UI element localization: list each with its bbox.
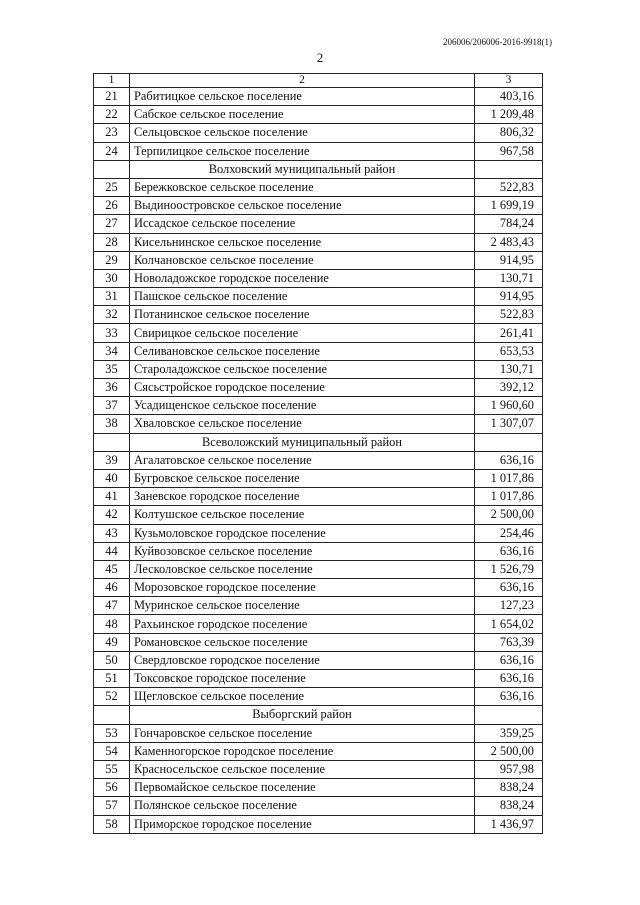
settlement-name: Терпилицкое сельское поселение bbox=[130, 142, 475, 160]
amount-value: 2 500,00 bbox=[475, 742, 543, 760]
row-number: 43 bbox=[94, 524, 130, 542]
amount-value: 522,83 bbox=[475, 306, 543, 324]
amount-value: 653,53 bbox=[475, 342, 543, 360]
table-row bbox=[94, 615, 543, 633]
section-empty-cell bbox=[94, 433, 130, 451]
settlement-name: Усадищенское сельское поселение bbox=[130, 397, 475, 415]
row-number: 48 bbox=[94, 615, 130, 633]
amount-value: 522,83 bbox=[475, 178, 543, 196]
row-number: 46 bbox=[94, 579, 130, 597]
row-number: 26 bbox=[94, 197, 130, 215]
table-row bbox=[94, 142, 543, 160]
settlement-name: Свирицкое сельское поселение bbox=[130, 324, 475, 342]
section-title: Выборгский район bbox=[130, 706, 475, 724]
row-number: 57 bbox=[94, 797, 130, 815]
settlement-name: Рабитицкое сельское поселение bbox=[130, 88, 475, 106]
settlements-table bbox=[93, 73, 543, 834]
table-row bbox=[94, 506, 543, 524]
table-row bbox=[94, 597, 543, 615]
amount-value: 636,16 bbox=[475, 542, 543, 560]
table-row bbox=[94, 779, 543, 797]
row-number: 25 bbox=[94, 178, 130, 196]
table-row bbox=[94, 251, 543, 269]
amount-value: 1 017,86 bbox=[475, 469, 543, 487]
amount-value: 914,95 bbox=[475, 288, 543, 306]
section-empty-cell bbox=[475, 433, 543, 451]
table-row bbox=[94, 397, 543, 415]
amount-value: 806,32 bbox=[475, 124, 543, 142]
row-number: 41 bbox=[94, 488, 130, 506]
table-row bbox=[94, 288, 543, 306]
row-number: 40 bbox=[94, 469, 130, 487]
table-row bbox=[94, 724, 543, 742]
table-header-row bbox=[94, 74, 543, 88]
settlement-name: Селивановское сельское поселение bbox=[130, 342, 475, 360]
row-number: 47 bbox=[94, 597, 130, 615]
amount-value: 1 960,60 bbox=[475, 397, 543, 415]
row-number: 29 bbox=[94, 251, 130, 269]
table-row bbox=[94, 197, 543, 215]
settlement-name: Колчановское сельское поселение bbox=[130, 251, 475, 269]
row-number: 55 bbox=[94, 760, 130, 778]
row-number: 58 bbox=[94, 815, 130, 833]
settlement-name: Морозовское городское поселение bbox=[130, 579, 475, 597]
column-header-2: 2 bbox=[130, 74, 475, 88]
row-number: 39 bbox=[94, 451, 130, 469]
amount-value: 1 017,86 bbox=[475, 488, 543, 506]
table-row bbox=[94, 306, 543, 324]
amount-value: 967,58 bbox=[475, 142, 543, 160]
table-row bbox=[94, 524, 543, 542]
table-row bbox=[94, 651, 543, 669]
amount-value: 261,41 bbox=[475, 324, 543, 342]
settlement-name: Щегловское сельское поселение bbox=[130, 688, 475, 706]
row-number: 33 bbox=[94, 324, 130, 342]
settlement-name: Хваловское сельское поселение bbox=[130, 415, 475, 433]
section-header-row bbox=[94, 160, 543, 178]
row-number: 28 bbox=[94, 233, 130, 251]
amount-value: 636,16 bbox=[475, 688, 543, 706]
table-row bbox=[94, 451, 543, 469]
row-number: 49 bbox=[94, 633, 130, 651]
settlement-name: Бережковское сельское поселение bbox=[130, 178, 475, 196]
row-number: 32 bbox=[94, 306, 130, 324]
amount-value: 2 483,43 bbox=[475, 233, 543, 251]
amount-value: 957,98 bbox=[475, 760, 543, 778]
amount-value: 1 209,48 bbox=[475, 106, 543, 124]
settlement-name: Бугровское сельское поселение bbox=[130, 469, 475, 487]
settlement-name: Полянское сельское поселение bbox=[130, 797, 475, 815]
settlement-name: Кисельнинское сельское поселение bbox=[130, 233, 475, 251]
amount-value: 1 699,19 bbox=[475, 197, 543, 215]
amount-value: 1 654,02 bbox=[475, 615, 543, 633]
row-number: 36 bbox=[94, 379, 130, 397]
amount-value: 1 526,79 bbox=[475, 560, 543, 578]
section-empty-cell bbox=[475, 706, 543, 724]
amount-value: 130,71 bbox=[475, 269, 543, 287]
table-row bbox=[94, 124, 543, 142]
table-row bbox=[94, 324, 543, 342]
section-header-row bbox=[94, 433, 543, 451]
table-row bbox=[94, 178, 543, 196]
row-number: 54 bbox=[94, 742, 130, 760]
settlement-name: Кузьмоловское городское поселение bbox=[130, 524, 475, 542]
row-number: 45 bbox=[94, 560, 130, 578]
settlement-name: Потанинское сельское поселение bbox=[130, 306, 475, 324]
row-number: 35 bbox=[94, 360, 130, 378]
table-row bbox=[94, 342, 543, 360]
table-row bbox=[94, 106, 543, 124]
settlement-name: Сясьстройское городское поселение bbox=[130, 379, 475, 397]
section-title: Волховский муниципальный район bbox=[130, 160, 475, 178]
settlement-name: Новоладожское городское поселение bbox=[130, 269, 475, 287]
row-number: 44 bbox=[94, 542, 130, 560]
row-number: 53 bbox=[94, 724, 130, 742]
table-row bbox=[94, 233, 543, 251]
table-row bbox=[94, 269, 543, 287]
amount-value: 636,16 bbox=[475, 651, 543, 669]
settlement-name: Красносельское сельское поселение bbox=[130, 760, 475, 778]
amount-value: 130,71 bbox=[475, 360, 543, 378]
amount-value: 763,39 bbox=[475, 633, 543, 651]
settlement-name: Иссадское сельское поселение bbox=[130, 215, 475, 233]
page-number: 2 bbox=[316, 50, 324, 65]
column-header-3: 3 bbox=[475, 74, 543, 88]
settlement-name: Заневское городское поселение bbox=[130, 488, 475, 506]
table-row bbox=[94, 688, 543, 706]
table-row bbox=[94, 415, 543, 433]
settlement-name: Агалатовское сельское поселение bbox=[130, 451, 475, 469]
amount-value: 636,16 bbox=[475, 579, 543, 597]
settlement-name: Муринское сельское поселение bbox=[130, 597, 475, 615]
table-row bbox=[94, 542, 543, 560]
table-row bbox=[94, 469, 543, 487]
row-number: 23 bbox=[94, 124, 130, 142]
section-empty-cell bbox=[94, 706, 130, 724]
section-empty-cell bbox=[94, 160, 130, 178]
amount-value: 636,16 bbox=[475, 670, 543, 688]
settlement-name: Выдиноостровское сельское поселение bbox=[130, 197, 475, 215]
settlement-name: Куйвозовское сельское поселение bbox=[130, 542, 475, 560]
row-number: 30 bbox=[94, 269, 130, 287]
amount-value: 784,24 bbox=[475, 215, 543, 233]
settlement-name: Каменногорское городское поселение bbox=[130, 742, 475, 760]
amount-value: 392,12 bbox=[475, 379, 543, 397]
settlement-name: Лесколовское сельское поселение bbox=[130, 560, 475, 578]
amount-value: 127,23 bbox=[475, 597, 543, 615]
settlement-name: Токсовское городское поселение bbox=[130, 670, 475, 688]
amount-value: 1 436,97 bbox=[475, 815, 543, 833]
settlement-name: Сельцовское сельское поселение bbox=[130, 124, 475, 142]
table-row bbox=[94, 560, 543, 578]
settlement-name: Рахьинское городское поселение bbox=[130, 615, 475, 633]
column-header-1: 1 bbox=[94, 74, 130, 88]
settlement-name: Староладожское сельское поселение bbox=[130, 360, 475, 378]
table-row bbox=[94, 360, 543, 378]
row-number: 38 bbox=[94, 415, 130, 433]
settlement-name: Пашское сельское поселение bbox=[130, 288, 475, 306]
row-number: 42 bbox=[94, 506, 130, 524]
table-row bbox=[94, 797, 543, 815]
table-row bbox=[94, 379, 543, 397]
row-number: 34 bbox=[94, 342, 130, 360]
settlement-name: Свердловское городское поселение bbox=[130, 651, 475, 669]
table-row bbox=[94, 670, 543, 688]
row-number: 24 bbox=[94, 142, 130, 160]
section-empty-cell bbox=[475, 160, 543, 178]
table-row bbox=[94, 760, 543, 778]
row-number: 56 bbox=[94, 779, 130, 797]
table-row bbox=[94, 215, 543, 233]
amount-value: 838,24 bbox=[475, 779, 543, 797]
table-row bbox=[94, 633, 543, 651]
table-row bbox=[94, 88, 543, 106]
amount-value: 403,16 bbox=[475, 88, 543, 106]
settlement-name: Приморское городское поселение bbox=[130, 815, 475, 833]
row-number: 27 bbox=[94, 215, 130, 233]
settlement-name: Романовское сельское поселение bbox=[130, 633, 475, 651]
amount-value: 2 500,00 bbox=[475, 506, 543, 524]
row-number: 52 bbox=[94, 688, 130, 706]
row-number: 22 bbox=[94, 106, 130, 124]
table-row bbox=[94, 815, 543, 833]
amount-value: 838,24 bbox=[475, 797, 543, 815]
table-row bbox=[94, 579, 543, 597]
row-number: 37 bbox=[94, 397, 130, 415]
settlement-name: Колтушское сельское поселение bbox=[130, 506, 475, 524]
settlement-name: Гончаровское сельское поселение bbox=[130, 724, 475, 742]
row-number: 50 bbox=[94, 651, 130, 669]
document-id: 206006/206006-2016-9918(1) bbox=[443, 37, 552, 47]
row-number: 21 bbox=[94, 88, 130, 106]
table-row bbox=[94, 488, 543, 506]
amount-value: 254,46 bbox=[475, 524, 543, 542]
row-number: 51 bbox=[94, 670, 130, 688]
amount-value: 636,16 bbox=[475, 451, 543, 469]
row-number: 31 bbox=[94, 288, 130, 306]
settlement-name: Первомайское сельское поселение bbox=[130, 779, 475, 797]
settlement-name: Сабское сельское поселение bbox=[130, 106, 475, 124]
amount-value: 359,25 bbox=[475, 724, 543, 742]
section-title: Всеволожский муниципальный район bbox=[130, 433, 475, 451]
table-row bbox=[94, 742, 543, 760]
amount-value: 1 307,07 bbox=[475, 415, 543, 433]
amount-value: 914,95 bbox=[475, 251, 543, 269]
section-header-row bbox=[94, 706, 543, 724]
